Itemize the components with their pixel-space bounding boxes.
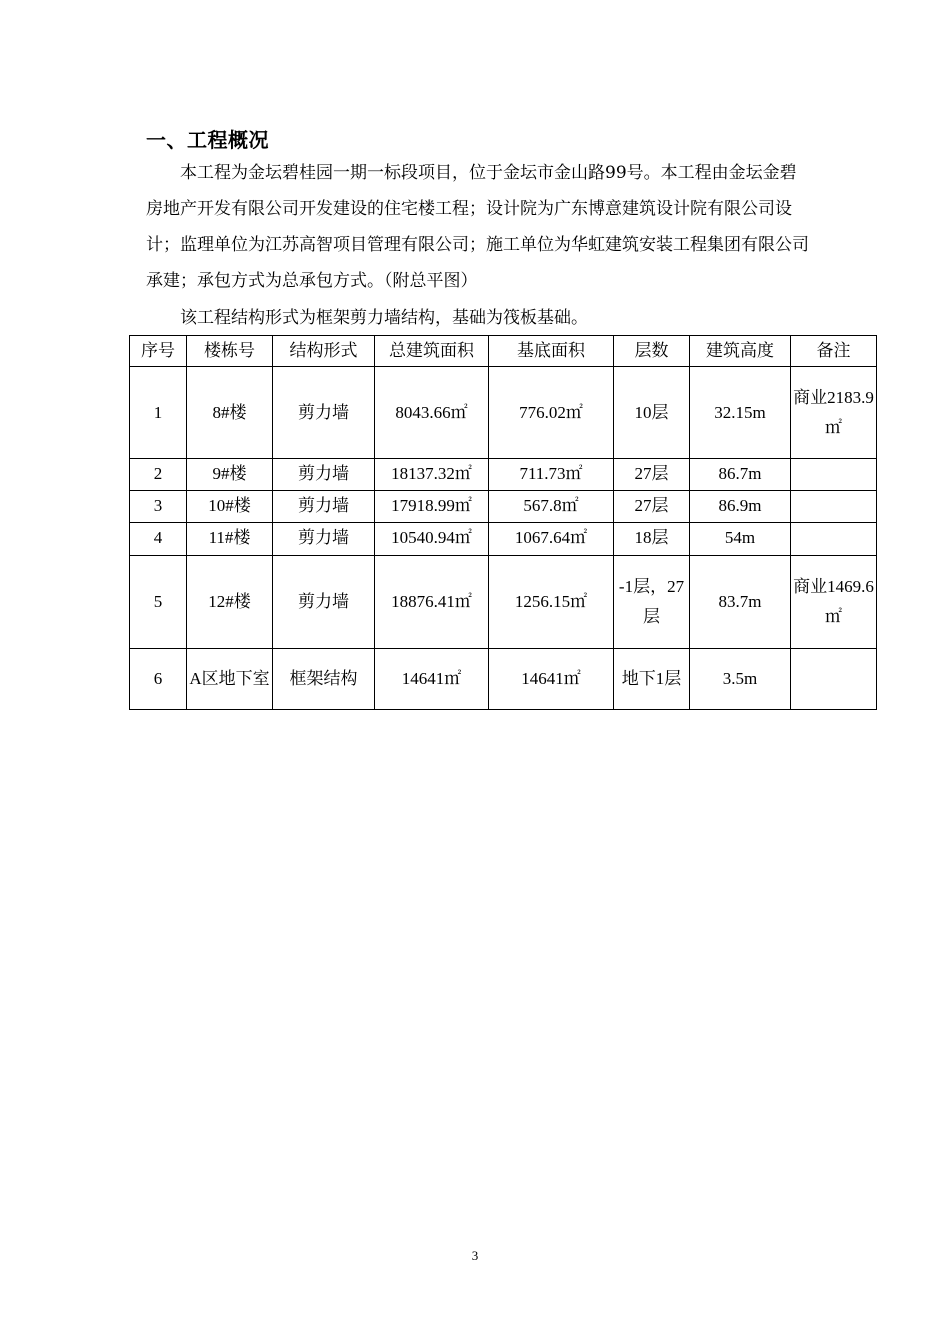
table-cell: 框架结构 — [273, 649, 375, 710]
table-cell: 剪力墙 — [273, 523, 375, 556]
table-cell: 86.9m — [690, 491, 791, 523]
table-row — [130, 491, 877, 523]
table-cell — [791, 523, 877, 556]
table-row — [130, 649, 877, 710]
table-cell: 商业2183.9㎡ — [791, 367, 877, 459]
table-header-row — [130, 336, 877, 367]
table-cell: 2 — [130, 459, 187, 491]
table-cell: A区地下室 — [187, 649, 273, 710]
table-cell: 27层 — [614, 491, 690, 523]
table-cell: 剪力墙 — [273, 367, 375, 459]
table-cell: 1067.64㎡ — [489, 523, 614, 556]
table-cell: 1256.15㎡ — [489, 556, 614, 649]
building-info-table — [129, 335, 877, 710]
table-cell: 8#楼 — [187, 367, 273, 459]
table-row — [130, 459, 877, 491]
header-cell-total-area: 总建筑面积 — [375, 336, 489, 367]
table-cell: 10层 — [614, 367, 690, 459]
table-cell: 剪力墙 — [273, 556, 375, 649]
table-row — [130, 556, 877, 649]
header-cell-remarks: 备注 — [791, 336, 877, 367]
header-cell-index: 序号 — [130, 336, 187, 367]
table-cell: 地下1层 — [614, 649, 690, 710]
table-cell: 86.7m — [690, 459, 791, 491]
table-cell: 3.5m — [690, 649, 791, 710]
table-cell — [791, 491, 877, 523]
table-cell: 5 — [130, 556, 187, 649]
table-cell: 711.73㎡ — [489, 459, 614, 491]
header-cell-building: 楼栋号 — [187, 336, 273, 367]
table-cell: 剪力墙 — [273, 459, 375, 491]
structure-summary-paragraph: 该工程结构形式为框架剪力墙结构，基础为筏板基础。 — [180, 308, 588, 328]
table-cell: 18层 — [614, 523, 690, 556]
project-overview-paragraph: 本工程为金坛碧桂园一期一标段项目，位于金坛市金山路99号。本工程由金坛金碧房地产开发有限公司开发建设的住宅楼工程；设计院为广东博意建筑设计院有限公司设计；监理单位为江苏高智项目管理有限公司；施工单位为华虹建筑安装工程集团有限公司承建；承包方式为总承包方式。（附总平图） — [146, 163, 809, 291]
table-cell: 32.15m — [690, 367, 791, 459]
table-cell: 商业1469.6㎡ — [791, 556, 877, 649]
table-cell: 11#楼 — [187, 523, 273, 556]
table-cell: 6 — [130, 649, 187, 710]
table-cell — [791, 459, 877, 491]
table-cell: 14641㎡ — [489, 649, 614, 710]
table-cell: 567.8㎡ — [489, 491, 614, 523]
table-cell: 剪力墙 — [273, 491, 375, 523]
table-cell: 4 — [130, 523, 187, 556]
table-cell: 54m — [690, 523, 791, 556]
header-cell-floors: 层数 — [614, 336, 690, 367]
page-number: 3 — [471, 1248, 479, 1263]
table-cell: 3 — [130, 491, 187, 523]
table-cell: 18137.32㎡ — [375, 459, 489, 491]
table-cell: -1层，27层 — [614, 556, 690, 649]
table-cell: 12#楼 — [187, 556, 273, 649]
table-cell: 27层 — [614, 459, 690, 491]
table-cell: 83.7m — [690, 556, 791, 649]
table-cell: 14641㎡ — [375, 649, 489, 710]
table-cell — [791, 649, 877, 710]
section-heading: 一、工程概况 — [146, 128, 269, 152]
table-row — [130, 523, 877, 556]
table-cell: 10540.94㎡ — [375, 523, 489, 556]
table-row — [130, 367, 877, 459]
header-cell-base-area: 基底面积 — [489, 336, 614, 367]
header-cell-structure: 结构形式 — [273, 336, 375, 367]
table-cell: 17918.99㎡ — [375, 491, 489, 523]
header-cell-height: 建筑高度 — [690, 336, 791, 367]
table-cell: 8043.66㎡ — [375, 367, 489, 459]
table-cell: 9#楼 — [187, 459, 273, 491]
table-cell: 776.02㎡ — [489, 367, 614, 459]
table-cell: 1 — [130, 367, 187, 459]
table-cell: 18876.41㎡ — [375, 556, 489, 649]
table-cell: 10#楼 — [187, 491, 273, 523]
